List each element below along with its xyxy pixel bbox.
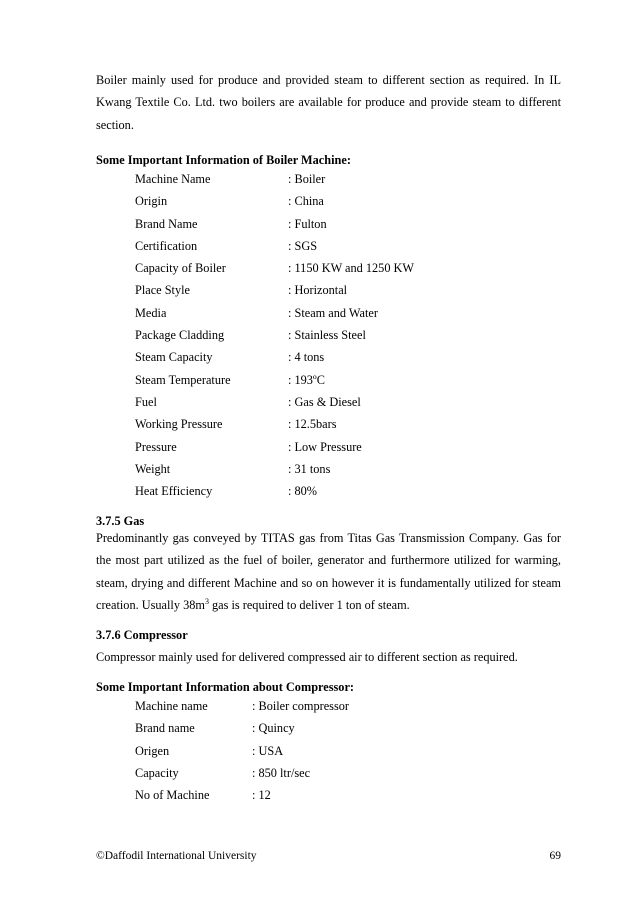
spec-label: Certification <box>135 238 198 253</box>
compressor-spec-row <box>135 740 349 762</box>
spec-label: Place Style <box>135 283 190 298</box>
gas-paragraph <box>96 527 561 616</box>
boiler-spec-row <box>135 413 414 435</box>
boiler-spec-row <box>135 168 414 190</box>
compressor-spec-table <box>135 695 349 806</box>
page-number: 69 <box>549 850 561 862</box>
spec-label: Brand Name <box>135 216 198 231</box>
spec-label: Capacity of Boiler <box>135 261 226 276</box>
boiler-info-heading: Some Important Information of Boiler Machine: <box>96 153 351 167</box>
spec-value: : 12.5bars <box>288 417 337 432</box>
spec-label: Fuel <box>135 394 157 409</box>
boiler-spec-row <box>135 369 414 391</box>
compressor-info-heading: Some Important Information about Compressor: <box>96 680 355 694</box>
gas-text-end: gas is required to deliver 1 ton of steam. <box>208 597 410 612</box>
spec-value: : 193ºC <box>288 372 325 387</box>
spec-value: : 12 <box>252 788 271 803</box>
spec-label: Origin <box>135 194 168 209</box>
spec-value: : Steam and Water <box>288 305 378 320</box>
spec-value: : 1150 KW and 1250 KW <box>288 261 415 276</box>
intro-paragraph: Boiler mainly used for produce and provided steam to different section as required. In IL Kwang Textile Co. Ltd. two boilers are available for produce and provide steam to different section. <box>96 73 561 132</box>
spec-value: : China <box>288 194 324 209</box>
spec-value: : 31 tons <box>288 461 331 476</box>
spec-value: : USA <box>252 743 284 758</box>
spec-label: Origen <box>135 743 170 758</box>
compressor-paragraph: Compressor mainly used for delivered compressed air to different section as required. <box>96 650 518 664</box>
spec-label: Machine Name <box>135 172 211 186</box>
spec-value: : Boiler compressor <box>252 699 349 713</box>
boiler-spec-row <box>135 302 414 324</box>
spec-value: : 4 tons <box>288 350 325 365</box>
boiler-spec-row <box>135 346 414 368</box>
spec-label: Steam Temperature <box>135 372 231 387</box>
boiler-spec-row <box>135 436 414 458</box>
boiler-spec-row <box>135 458 414 480</box>
spec-value: : SGS <box>288 238 318 253</box>
spec-value: : Gas & Diesel <box>288 394 361 409</box>
compressor-spec-row <box>135 717 349 739</box>
boiler-spec-row <box>135 190 414 212</box>
spec-label: Heat Efficiency <box>135 484 213 499</box>
spec-value: : Low Pressure <box>288 439 362 454</box>
boiler-spec-row <box>135 257 414 279</box>
compressor-section-heading: 3.7.6 Compressor <box>96 628 188 642</box>
spec-label: Brand name <box>135 721 195 736</box>
spec-value: : Stainless Steel <box>288 328 366 343</box>
boiler-spec-row <box>135 235 414 257</box>
cubic-superscript: 3 <box>204 596 209 606</box>
gas-text: Predominantly gas conveyed by TITAS gas from Titas Gas Transmission Company. Gas for the most part utilized as the fuel of boiler, generator and furthermore utilized for warming, steam, drying and different Machine and so on however it is fundamentally utilized for steam creation. Usually 38m <box>96 531 561 612</box>
spec-label: Pressure <box>135 439 177 454</box>
spec-label: Capacity <box>135 765 179 780</box>
spec-value: : Boiler <box>288 172 326 186</box>
spec-label: No of Machine <box>135 788 210 803</box>
spec-value: : Quincy <box>252 721 295 736</box>
spec-value: : Horizontal <box>288 283 348 298</box>
spec-label: Steam Capacity <box>135 350 213 365</box>
spec-value: : 850 ltr/sec <box>252 765 311 780</box>
spec-label: Machine name <box>135 699 208 713</box>
boiler-spec-row <box>135 480 414 502</box>
footer-university: ©Daffodil International University <box>96 850 257 862</box>
boiler-spec-row <box>135 324 414 346</box>
spec-value: : Fulton <box>288 216 327 231</box>
compressor-spec-row <box>135 695 349 717</box>
boiler-spec-row <box>135 279 414 301</box>
boiler-spec-row <box>135 391 414 413</box>
gas-section-heading: 3.7.5 Gas <box>96 514 145 528</box>
boiler-spec-row <box>135 213 414 235</box>
spec-label: Media <box>135 305 167 320</box>
compressor-spec-row <box>135 762 349 784</box>
spec-value: : 80% <box>288 484 318 499</box>
boiler-spec-table <box>135 168 414 502</box>
compressor-spec-row <box>135 784 349 806</box>
spec-label: Working Pressure <box>135 417 223 432</box>
spec-label: Weight <box>135 461 171 476</box>
spec-label: Package Cladding <box>135 328 225 343</box>
